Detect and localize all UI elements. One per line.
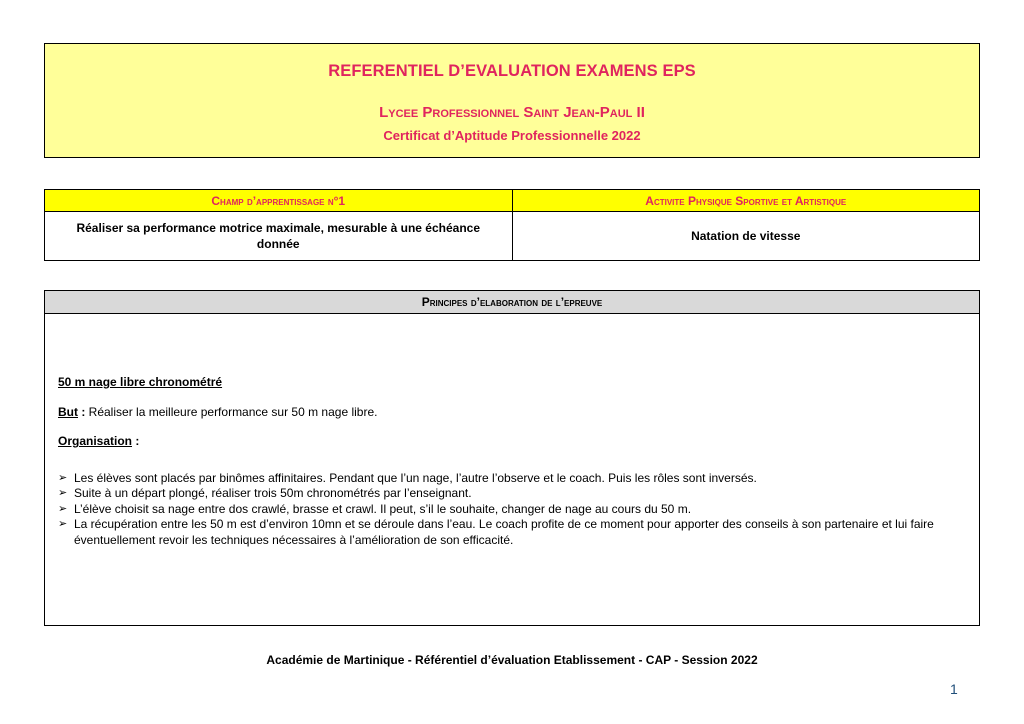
organisation-list bbox=[58, 471, 966, 549]
goal-paragraph bbox=[58, 405, 966, 421]
activity-header: Activite Physique Sportive et Artistique bbox=[512, 190, 980, 212]
list-item bbox=[58, 517, 966, 548]
list-item bbox=[58, 471, 966, 487]
list-item-text: Suite à un départ plongé, réaliser trois 50m chronométrés par l’enseignant. bbox=[74, 486, 472, 500]
arrow-bullet-icon: ➢ bbox=[58, 487, 68, 499]
arrow-bullet-icon: ➢ bbox=[58, 502, 68, 515]
document-header bbox=[44, 43, 980, 158]
test-title: 50 m nage libre chronométré bbox=[58, 375, 223, 389]
certificate-title: Certificat d’Aptitude Professionnelle 2022 bbox=[383, 128, 641, 143]
school-name: Lycee Professionnel Saint Jean-Paul II bbox=[379, 104, 645, 121]
list-item-text: La récupération entre les 50 m est d’environ 10mn et se déroule dans l’eau. Le coach profite de ce moment pour apporter des conseils à son partenaire et lui faire éventuellement revoir les techniques nécessaires à l’amélioration de son efficacité. bbox=[74, 517, 934, 547]
goal-label: But bbox=[58, 404, 78, 419]
principles-section bbox=[44, 290, 980, 626]
organisation-separator: : bbox=[132, 434, 140, 448]
page-footer: Académie de Martinique - Référentiel d’évaluation Etablissement - CAP - Session 2022 bbox=[266, 653, 758, 667]
learning-field-table bbox=[44, 189, 980, 261]
list-item-text: L’élève choisit sa nage entre dos crawlé, brasse et crawl. Il peut, s’il le souhaite, changer de nage au cours du 50 m. bbox=[74, 501, 692, 516]
page-number: 1 bbox=[950, 681, 958, 697]
arrow-bullet-icon: ➢ bbox=[58, 471, 68, 484]
organisation-label: Organisation bbox=[58, 434, 133, 448]
arrow-bullet-icon: ➢ bbox=[58, 518, 68, 530]
goal-separator: : bbox=[78, 404, 89, 419]
list-item bbox=[58, 486, 966, 502]
learning-field-value: Réaliser sa performance motrice maximale, mesurable à une échéance donnée bbox=[45, 212, 513, 261]
learning-field-header: Champ d’apprentissage n°1 bbox=[45, 190, 513, 212]
goal-text: Réaliser la meilleure performance sur 50 m nage libre. bbox=[88, 404, 378, 419]
principles-content bbox=[58, 375, 966, 548]
list-item bbox=[58, 502, 966, 518]
organisation-heading bbox=[58, 434, 966, 450]
document-title: REFERENTIEL D’EVALUATION EXAMENS EPS bbox=[328, 62, 696, 80]
activity-value: Natation de vitesse bbox=[512, 212, 980, 261]
principles-header: Principes d’elaboration de l’epreuve bbox=[45, 291, 979, 314]
list-item-text: Les élèves sont placés par binômes affinitaires. Pendant que l’un nage, l’autre l’observe et le coach. Puis les rôles sont inversés. bbox=[74, 470, 757, 485]
